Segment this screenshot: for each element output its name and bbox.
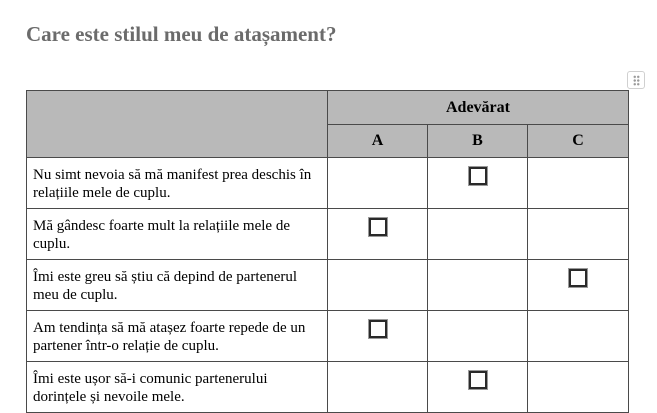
answer-cell-c bbox=[528, 260, 629, 311]
answer-cell-c bbox=[528, 311, 629, 362]
page-title: Care este stilul meu de atașament? bbox=[26, 22, 337, 46]
table-row bbox=[27, 260, 629, 311]
checkbox-icon[interactable] bbox=[369, 218, 387, 236]
answer-cell-c bbox=[528, 362, 629, 413]
checkbox-icon[interactable] bbox=[369, 320, 387, 338]
checkbox-icon[interactable] bbox=[569, 269, 587, 287]
answer-cell-b bbox=[428, 362, 528, 413]
column-header-a: A bbox=[328, 125, 428, 158]
header-corner-cell bbox=[27, 91, 328, 158]
group-header: Adevărat bbox=[328, 91, 629, 125]
answer-cell-a bbox=[328, 362, 428, 413]
table-row bbox=[27, 209, 629, 260]
answer-cell-b bbox=[428, 311, 528, 362]
answer-cell-a bbox=[328, 209, 428, 260]
answer-cell-a bbox=[328, 311, 428, 362]
answer-cell-c bbox=[528, 158, 629, 209]
answer-cell-a bbox=[328, 158, 428, 209]
answer-cell-c bbox=[528, 209, 629, 260]
attachment-style-table bbox=[26, 90, 629, 413]
answer-cell-b bbox=[428, 260, 528, 311]
question-text: Mă gândesc foarte mult la relațiile mele de cuplu. bbox=[27, 209, 328, 260]
question-text: Îmi este greu să știu că depind de partenerul meu de cuplu. bbox=[27, 260, 328, 311]
answer-cell-a bbox=[328, 260, 428, 311]
question-text: Nu simt nevoia să mă manifest prea deschis în relațiile mele de cuplu. bbox=[27, 158, 328, 209]
column-header-b: B bbox=[428, 125, 528, 158]
table-row bbox=[27, 158, 629, 209]
table-row bbox=[27, 311, 629, 362]
column-header-c: C bbox=[528, 125, 629, 158]
question-text: Îmi este ușor să-i comunic partenerului dorințele și nevoile mele. bbox=[27, 362, 328, 413]
table-drag-handle-icon[interactable] bbox=[627, 71, 645, 89]
drag-dots-icon bbox=[633, 75, 640, 86]
answer-cell-b bbox=[428, 209, 528, 260]
question-text: Am tendința să mă atașez foarte repede de un partener într-o relație de cuplu. bbox=[27, 311, 328, 362]
checkbox-icon[interactable] bbox=[469, 167, 487, 185]
checkbox-icon[interactable] bbox=[469, 371, 487, 389]
table-row bbox=[27, 362, 629, 413]
answer-cell-b bbox=[428, 158, 528, 209]
